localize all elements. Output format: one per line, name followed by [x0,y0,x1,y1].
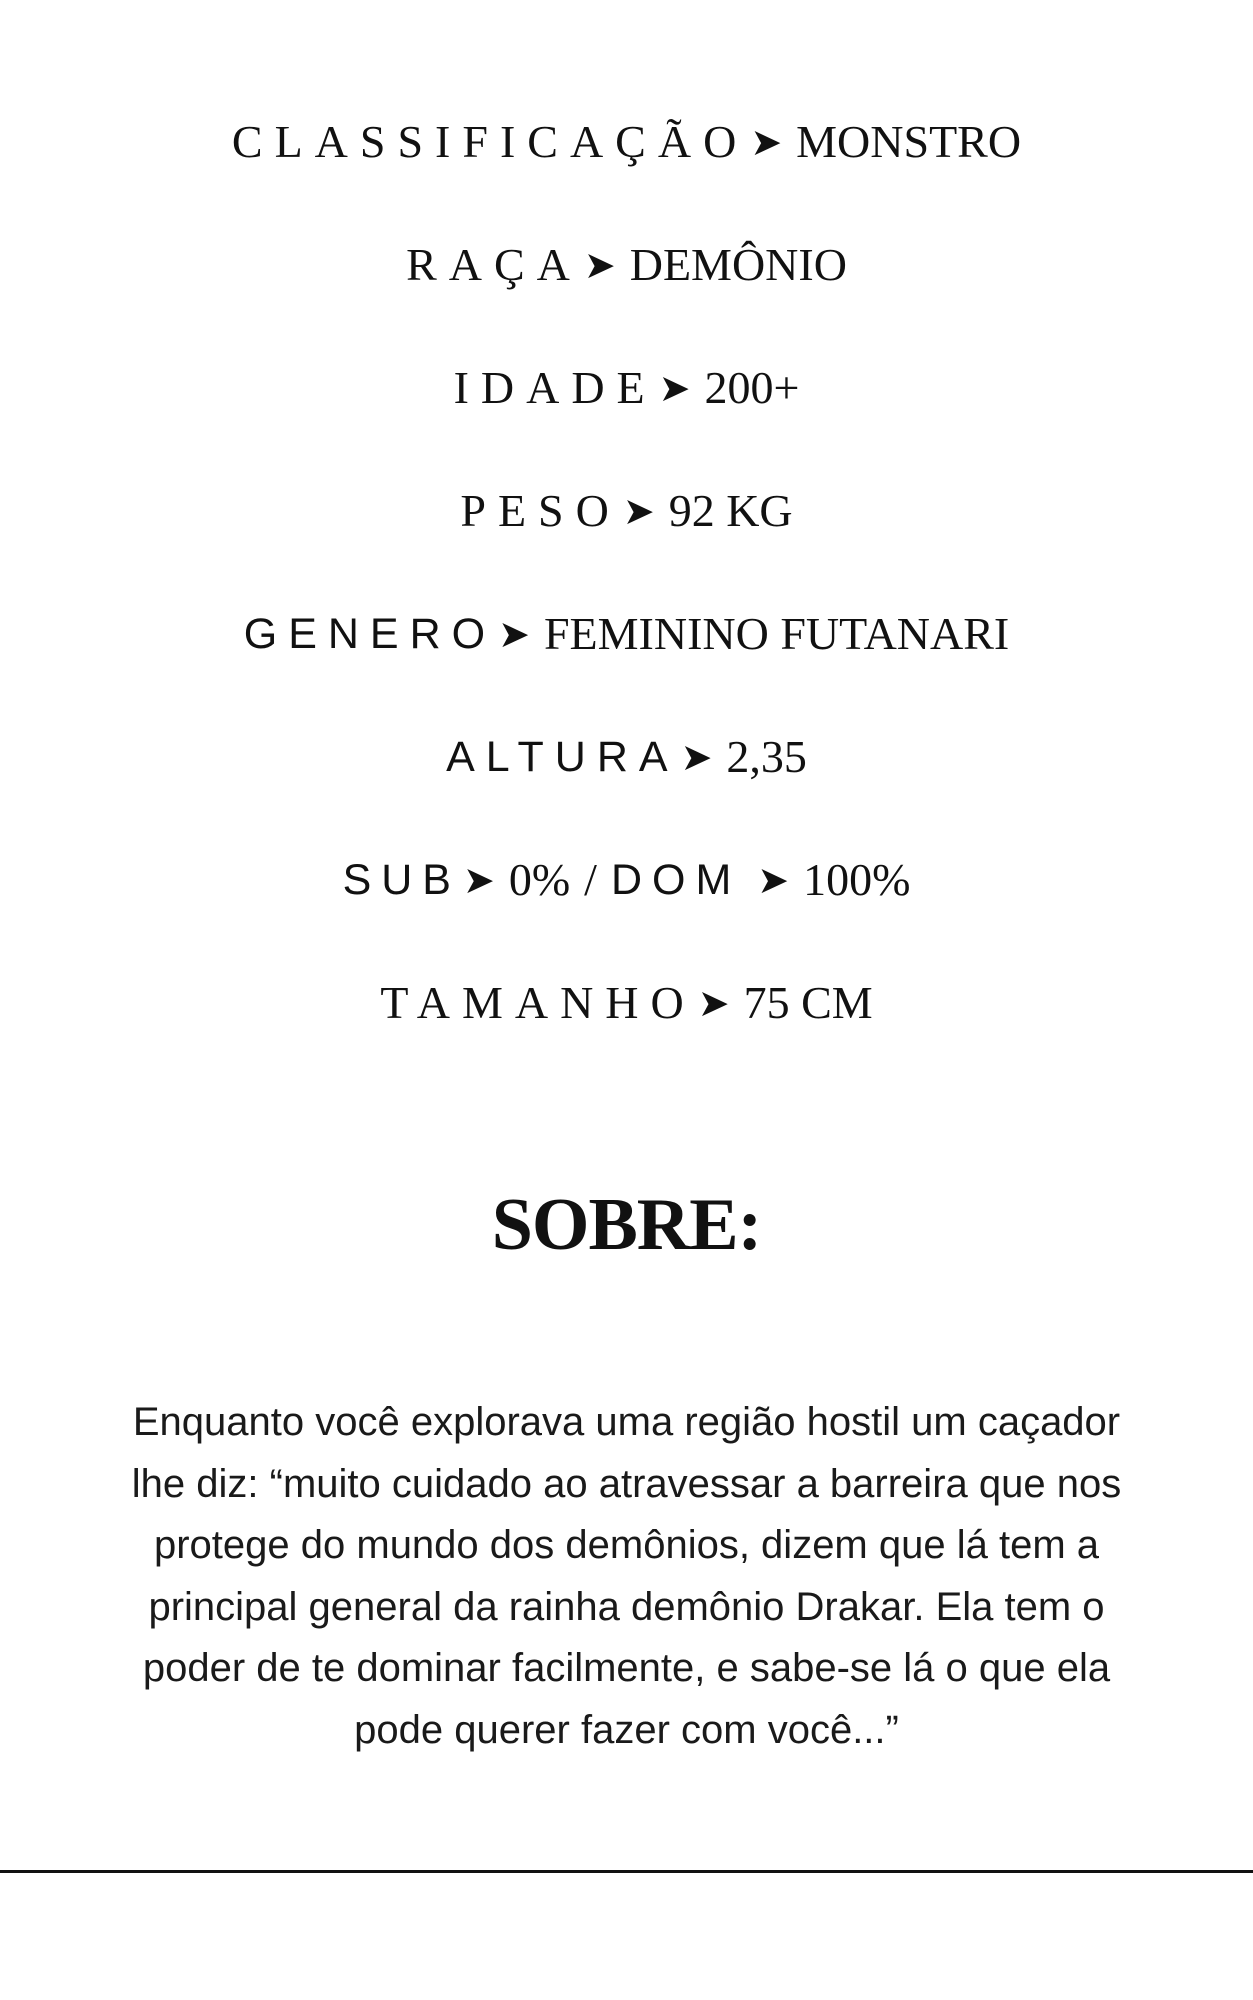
stat-sub-dom [0,850,1253,973]
stat-value: FEMININO FUTANARI [543,608,1010,659]
arrow-icon: ➤ [750,120,783,164]
stat-tamanho [0,973,1253,1096]
stat-genero [0,604,1253,727]
stat-altura [0,727,1253,850]
stat-idade [0,358,1253,481]
arrow-icon: ➤ [462,858,495,902]
stat-classificacao [0,112,1253,235]
stat-label: IDADE [453,362,657,413]
stat-value: MONSTRO [796,116,1022,167]
stat-label: ALTURA [446,733,679,781]
separator: / [584,854,597,905]
stat-label: TAMANHO [380,977,696,1028]
stat-label: PESO [460,485,621,536]
dom-label: DOM [610,856,742,904]
stat-value: 75 CM [743,977,873,1028]
arrow-icon: ➤ [498,612,530,656]
stat-label: GENERO [243,610,497,658]
arrow-icon: ➤ [697,981,730,1025]
arrow-icon: ➤ [757,858,790,902]
sub-value: 0% [508,854,571,905]
divider [0,1870,1253,1873]
stat-value: DEMÔNIO [629,239,847,290]
stat-label: RAÇA [406,239,582,290]
stat-label: CLASSIFICAÇÃO [231,116,749,167]
character-stats [0,112,1253,1096]
stat-value: 200+ [704,362,800,413]
stat-peso [0,481,1253,604]
arrow-icon: ➤ [658,366,691,410]
stat-value: 2,35 [726,731,807,782]
arrow-icon: ➤ [680,735,713,779]
arrow-icon: ➤ [583,243,616,287]
stat-raca [0,235,1253,358]
stat-value: 92 KG [668,485,793,536]
about-text: Enquanto você explorava uma região hostil um caçador lhe diz: “muito cuidado ao atravessar a barreira que nos protege do mundo dos demônios, dizem que lá tem a principal general da rainha demônio Drakar. Ela tem o poder de te dominar facilmente, e sabe-se lá o que ela pode querer fazer com você...” [131,1400,1122,1752]
sub-label: SUB [342,856,461,904]
arrow-icon: ➤ [622,489,655,533]
about-title: SOBRE: [491,1184,762,1266]
dom-value: 100% [803,854,911,905]
